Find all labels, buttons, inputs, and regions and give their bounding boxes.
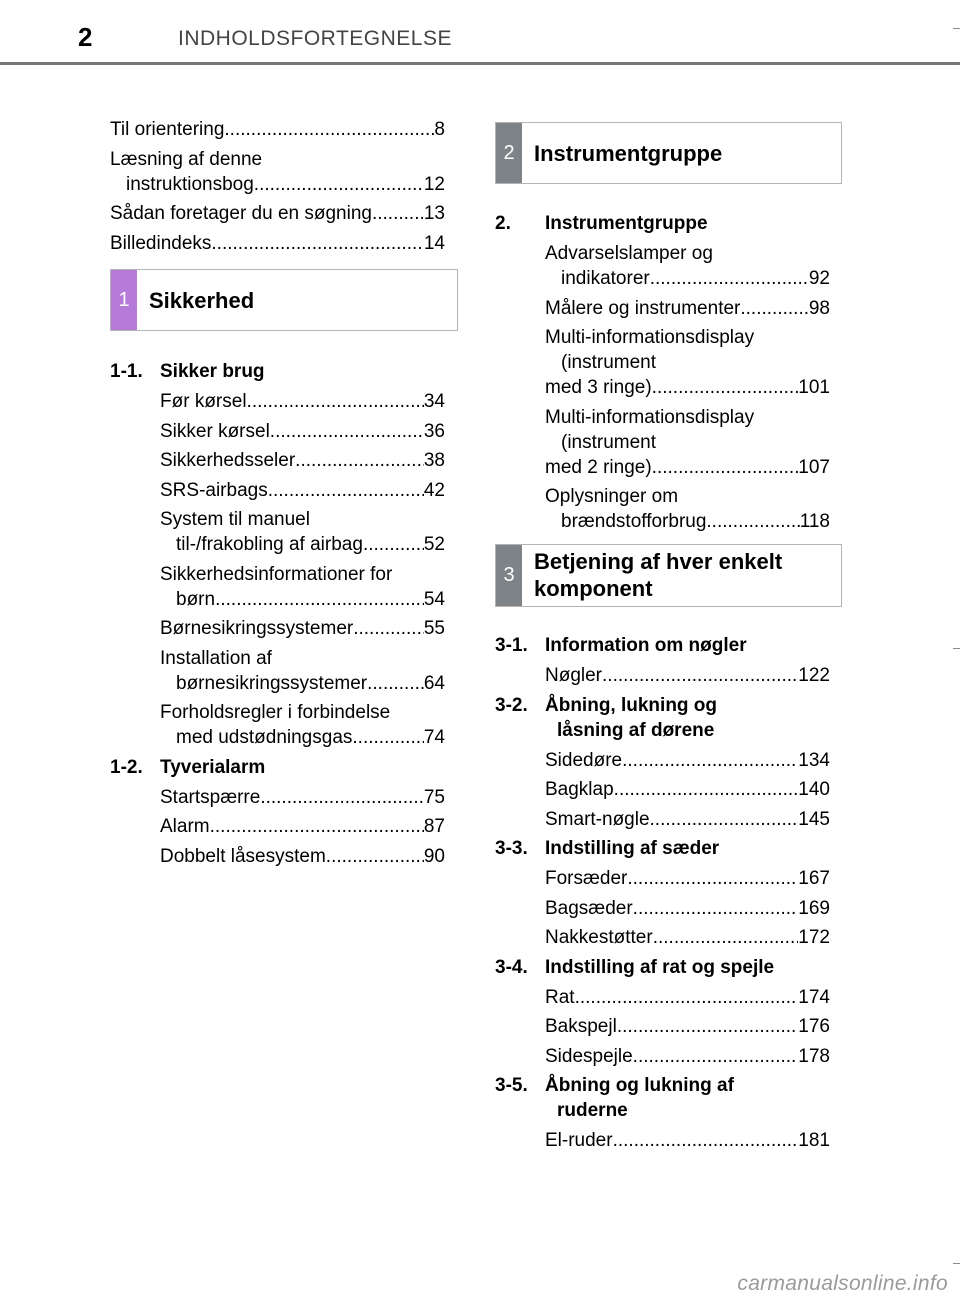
toc-entry[interactable]: Børnesikringssystemer ..... 55 <box>160 616 445 641</box>
toc-entry[interactable]: Sidespejle ..... 178 <box>545 1044 830 1069</box>
toc-entry[interactable]: Dobbelt låsesystem ..... 90 <box>160 844 445 869</box>
toc-entry[interactable]: Sikkerhedsinformationer for børn ..... 54 <box>160 562 445 612</box>
chapter-3-title-line2: komponent <box>534 576 653 601</box>
chapter-1-header[interactable] <box>110 269 458 331</box>
toc-entry[interactable]: SRS-airbags ..... 42 <box>160 478 445 503</box>
toc-entry[interactable]: Smart-nøgle ..... 145 <box>545 807 830 832</box>
toc-entry[interactable]: Advarselslamper og indikatorer ..... 92 <box>545 241 830 291</box>
chapter-1-tab: 1 <box>111 270 137 330</box>
toc-entry[interactable]: Bagsæder ..... 169 <box>545 896 830 921</box>
toc-entry[interactable]: Multi-informationsdisplay (instrument med 3 ringe) ..... 101 <box>545 325 830 400</box>
section-heading[interactable]: 1-1. Sikker brug <box>110 361 265 382</box>
crop-mark <box>953 1263 960 1264</box>
chapter-2-contents <box>495 207 830 539</box>
toc-entry[interactable]: Sikker kørsel ..... 36 <box>160 419 445 444</box>
page-header-title: INDHOLDSFORTEGNELSE <box>178 27 452 50</box>
chapter-2-title: Instrumentgruppe <box>534 140 723 166</box>
toc-entry[interactable]: Til orientering ..... 8 <box>110 117 445 142</box>
toc-entry[interactable]: Sikkerhedsseler ..... 38 <box>160 448 445 473</box>
crop-mark <box>953 28 960 29</box>
toc-entry[interactable]: Sådan foretager du en søgning ..... 13 <box>110 201 445 226</box>
toc-entry[interactable]: Før kørsel ..... 34 <box>160 389 445 414</box>
toc-entry[interactable]: Startspærre ..... 75 <box>160 785 445 810</box>
section-heading[interactable]: 3-3. Indstilling af sæder <box>495 838 720 859</box>
intro-list <box>110 117 445 260</box>
toc-entry[interactable]: Målere og instrumenter ..... 98 <box>545 296 830 321</box>
chapter-2-header[interactable] <box>495 122 842 184</box>
toc-entry[interactable]: Multi-informationsdisplay (instrument med 2 ringe) ..... 107 <box>545 405 830 480</box>
toc-entry[interactable]: Alarm ..... 87 <box>160 814 445 839</box>
toc-entry[interactable]: Installation af børnesikringssystemer ..... 64 <box>160 646 445 696</box>
section-heading[interactable]: 1-2. Tyverialarm <box>110 756 266 778</box>
toc-entry[interactable]: Forholdsregler i forbindelse med udstødningsgas ..... 74 <box>160 700 445 750</box>
chapter-1-title: Sikkerhed <box>149 287 255 313</box>
toc-entry[interactable]: System til manuel til-/frakobling af airbag ..... 52 <box>160 507 445 557</box>
header-rule <box>0 62 960 65</box>
chapter-3-title <box>522 545 841 606</box>
watermark: carmanualsonline.info <box>737 1272 948 1295</box>
chapter-3-contents <box>495 629 830 1158</box>
toc-entry[interactable]: Nøgler ..... 122 <box>545 663 830 688</box>
chapter-3-tab: 3 <box>496 545 522 606</box>
chapter-3-header[interactable] <box>495 544 842 607</box>
toc-entry[interactable]: Oplysninger om brændstofforbrug ..... 118 <box>545 484 830 534</box>
toc-entry[interactable]: Sidedøre ..... 134 <box>545 748 830 773</box>
section-heading[interactable]: 2. Instrumentgruppe <box>495 213 708 234</box>
toc-entry[interactable]: Bakspejl ..... 176 <box>545 1014 830 1039</box>
toc-entry[interactable]: Nakkestøtter ..... 172 <box>545 925 830 950</box>
chapter-1-contents <box>110 355 445 873</box>
toc-entry[interactable]: Læsning af denne instruktionsbog ..... 12 <box>110 147 445 197</box>
toc-entry[interactable]: El-ruder ..... 181 <box>545 1128 830 1153</box>
toc-entry[interactable]: Forsæder ..... 167 <box>545 866 830 891</box>
toc-entry[interactable]: Billedindeks ..... 14 <box>110 231 445 256</box>
section-heading[interactable]: 3-1. Information om nøgler <box>495 635 747 656</box>
toc-entry[interactable]: Rat ..... 174 <box>545 985 830 1010</box>
toc-entry[interactable]: Bagklap ..... 140 <box>545 777 830 802</box>
section-heading[interactable]: 3-4. Indstilling af rat og spejle <box>495 956 775 978</box>
section-heading[interactable]: 3-5. Åbning og lukning af ruderne <box>495 1075 734 1121</box>
crop-mark <box>953 648 960 649</box>
chapter-3-title-line1: Betjening af hver enkelt <box>534 549 783 574</box>
section-heading[interactable]: 3-2. Åbning, lukning og låsning af dørene <box>495 694 718 741</box>
chapter-2-tab: 2 <box>496 123 522 183</box>
page-number: 2 <box>78 22 93 52</box>
